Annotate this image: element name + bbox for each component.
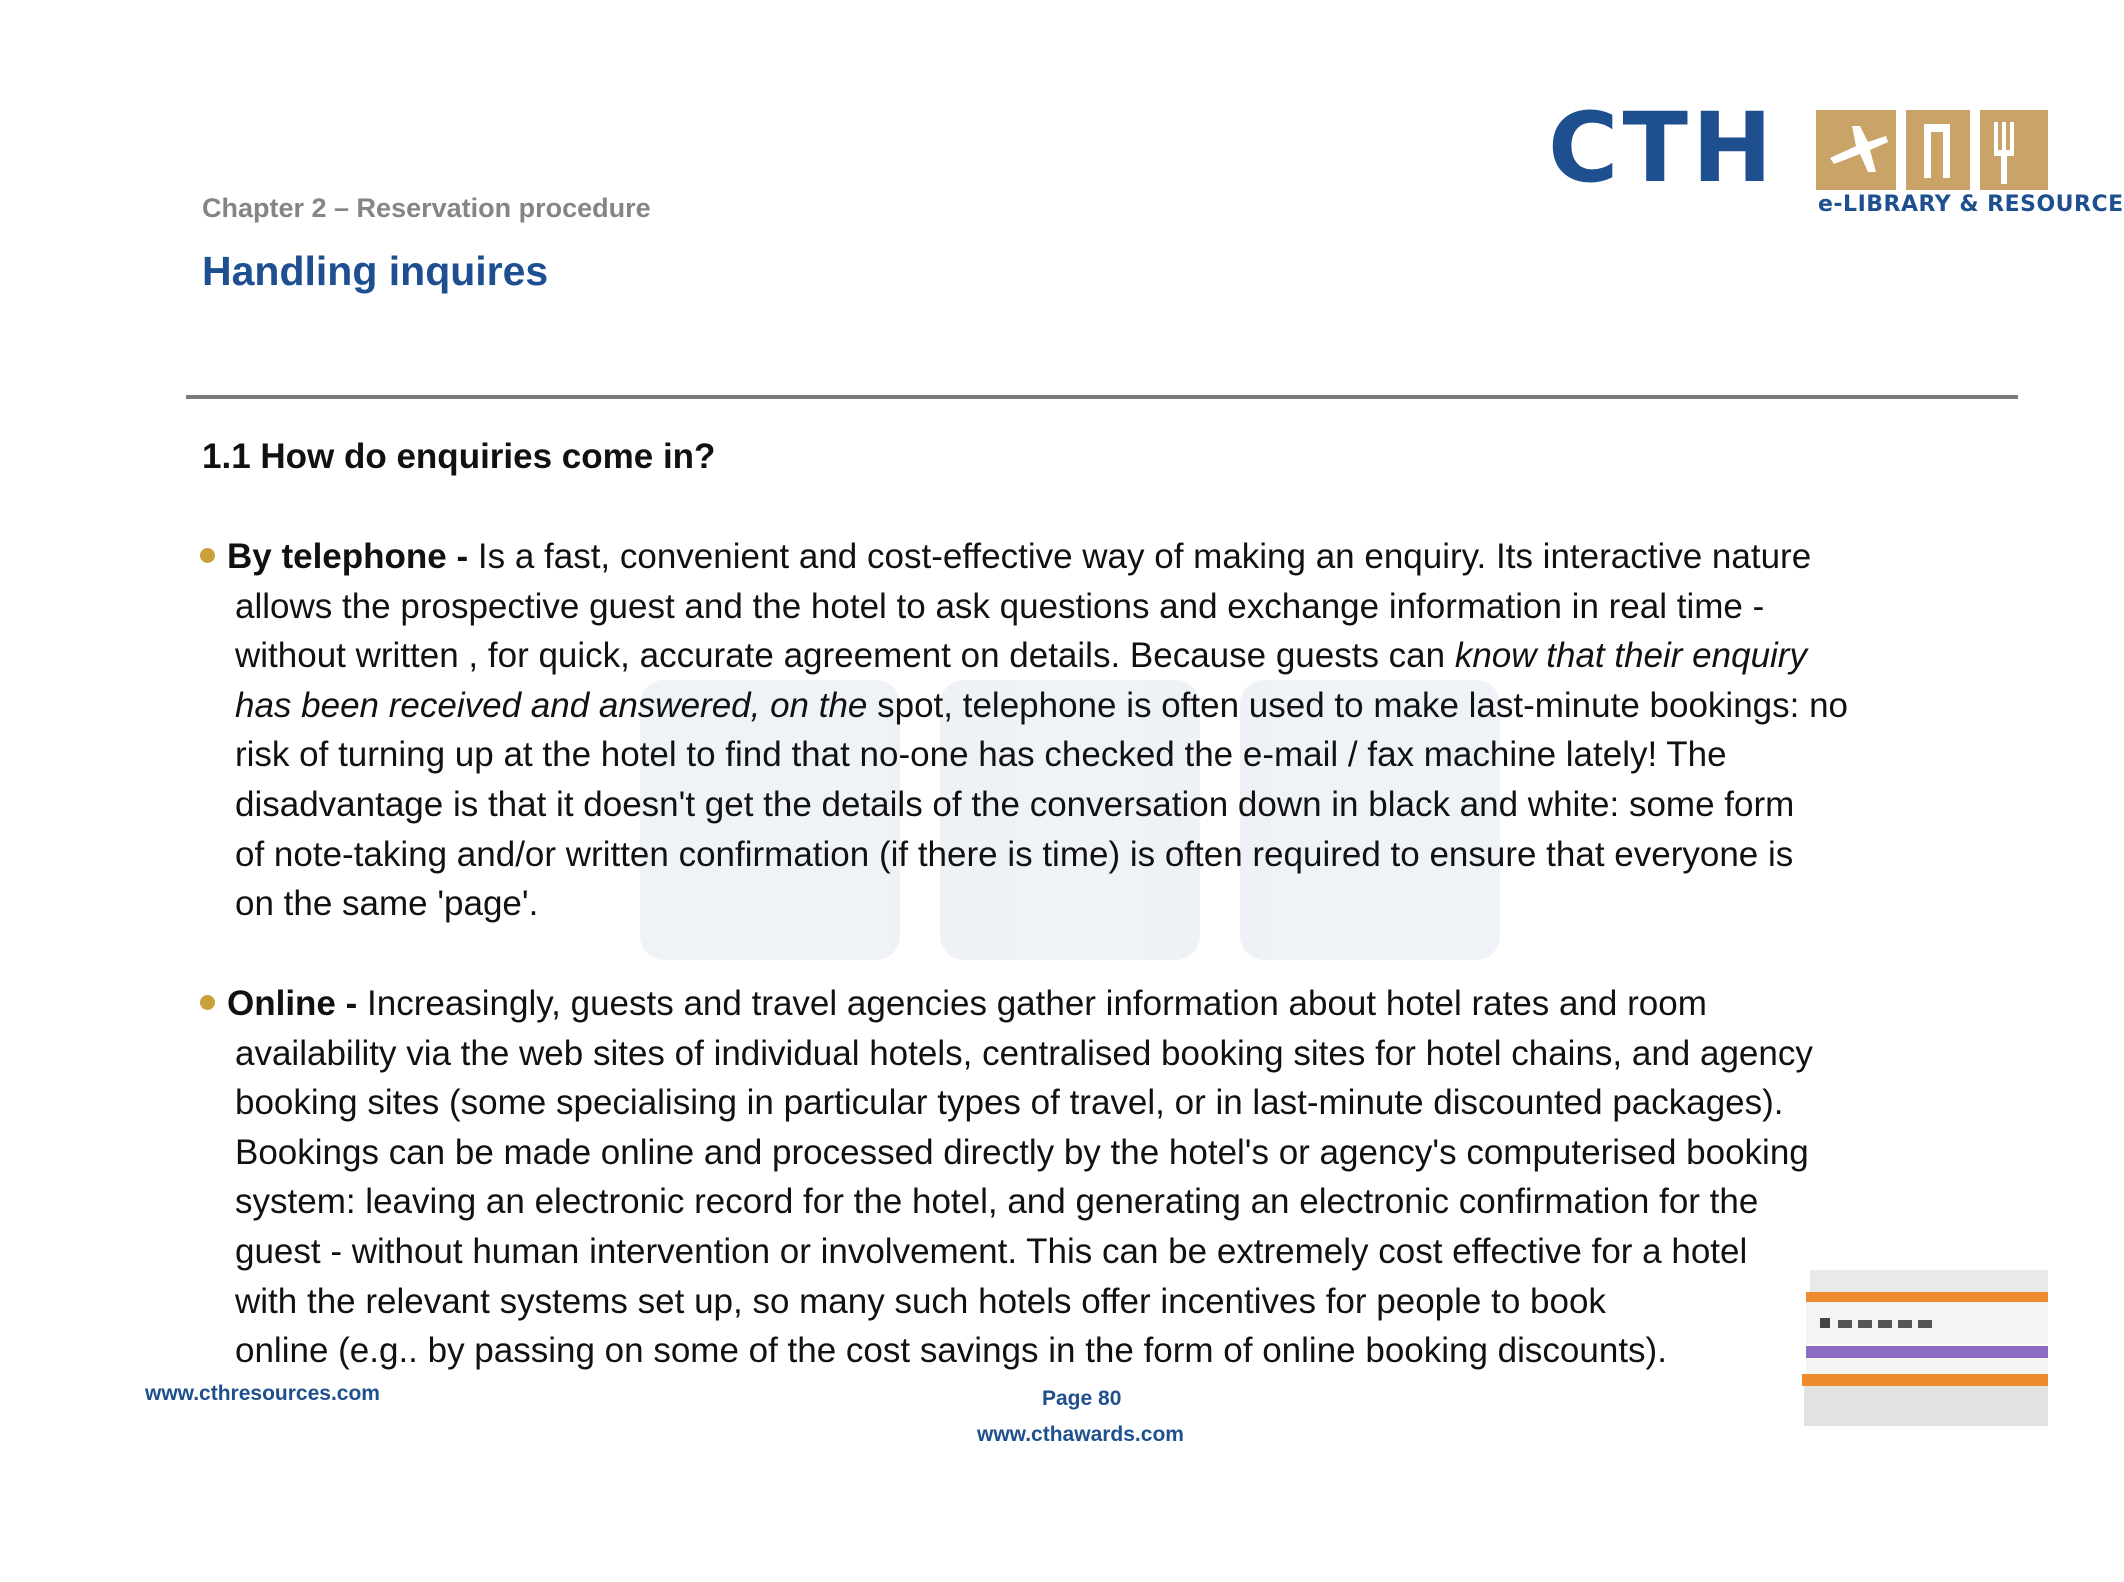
page-title: Handling inquires <box>202 248 549 294</box>
cth-logo <box>1548 92 2124 220</box>
header-divider <box>186 395 2018 399</box>
bullet-text: without written , for quick, accurate agreement on details. Because guests can <box>235 636 1455 676</box>
bullet-text: Bookings can be made online and processed directly by the hotel's or agency's computerised booking <box>235 1132 1809 1172</box>
bullet-telephone <box>200 532 2000 929</box>
books-icon <box>1800 1262 2048 1432</box>
bullet-text: of note-taking and/or written confirmation (if there is time) is often required to ensure that everyone is <box>235 834 1794 874</box>
bullet-dot-icon <box>200 995 215 1010</box>
bullet-text: online (e.g.. by passing on some of the cost savings in the form of online booking discounts). <box>235 1331 1667 1371</box>
section-heading: 1.1 How do enquiries come in? <box>202 437 716 476</box>
bullet-lead: Online - <box>227 984 358 1023</box>
logo-tiles-icon <box>1816 110 2048 190</box>
bullet-text: on the same 'page'. <box>235 884 539 924</box>
bullet-text: Increasingly, guests and travel agencies gather information about hotel rates and room <box>357 984 1707 1023</box>
page-number: Page 80 <box>1042 1387 1122 1410</box>
bullet-text: disadvantage is that it doesn't get the details of the conversation down in black and white: some form <box>235 784 1795 824</box>
chapter-label: Chapter 2 – Reservation procedure <box>202 193 651 223</box>
bullet-dot-icon <box>200 548 215 563</box>
bullet-online <box>200 979 2000 1376</box>
bullet-text: risk of turning up at the hotel to find that no-one has checked the e-mail / fax machine lately! The <box>235 735 1727 775</box>
bullet-text: allows the prospective guest and the hotel to ask questions and exchange information in real time - <box>235 586 1765 626</box>
bullet-text: availability via the web sites of individual hotels, centralised booking sites for hotel chains, and agency <box>235 1033 1813 1073</box>
bullet-text-italic: has been received and answered, on the <box>235 685 868 725</box>
bullet-text: booking sites (some specialising in particular types of travel, or in last-minute discounted packages). <box>235 1083 1784 1123</box>
bullet-text: Is a fast, convenient and cost-effective way of making an enquiry. Its interactive nature <box>468 537 1812 576</box>
bullet-text: with the relevant systems set up, so many such hotels offer incentives for people to book <box>235 1281 1606 1321</box>
footer-resources-url[interactable]: www.cthresources.com <box>145 1382 380 1405</box>
footer-awards-url[interactable]: www.cthawards.com <box>977 1423 1184 1446</box>
bullet-text: guest - without human intervention or involvement. This can be extremely cost effective for a hotel <box>235 1231 1748 1271</box>
bullet-lead: By telephone - <box>227 537 469 576</box>
logo-text: CTH <box>1548 92 1777 204</box>
bullet-text: spot, telephone is often used to make last-minute bookings: no <box>867 685 1849 725</box>
bullet-text: system: leaving an electronic record for the hotel, and generating an electronic confirmation for the <box>235 1182 1759 1222</box>
logo-tagline: e-LIBRARY & RESOURCE <box>1818 192 2124 217</box>
bullet-text-italic: know that their enquiry <box>1454 636 1807 676</box>
